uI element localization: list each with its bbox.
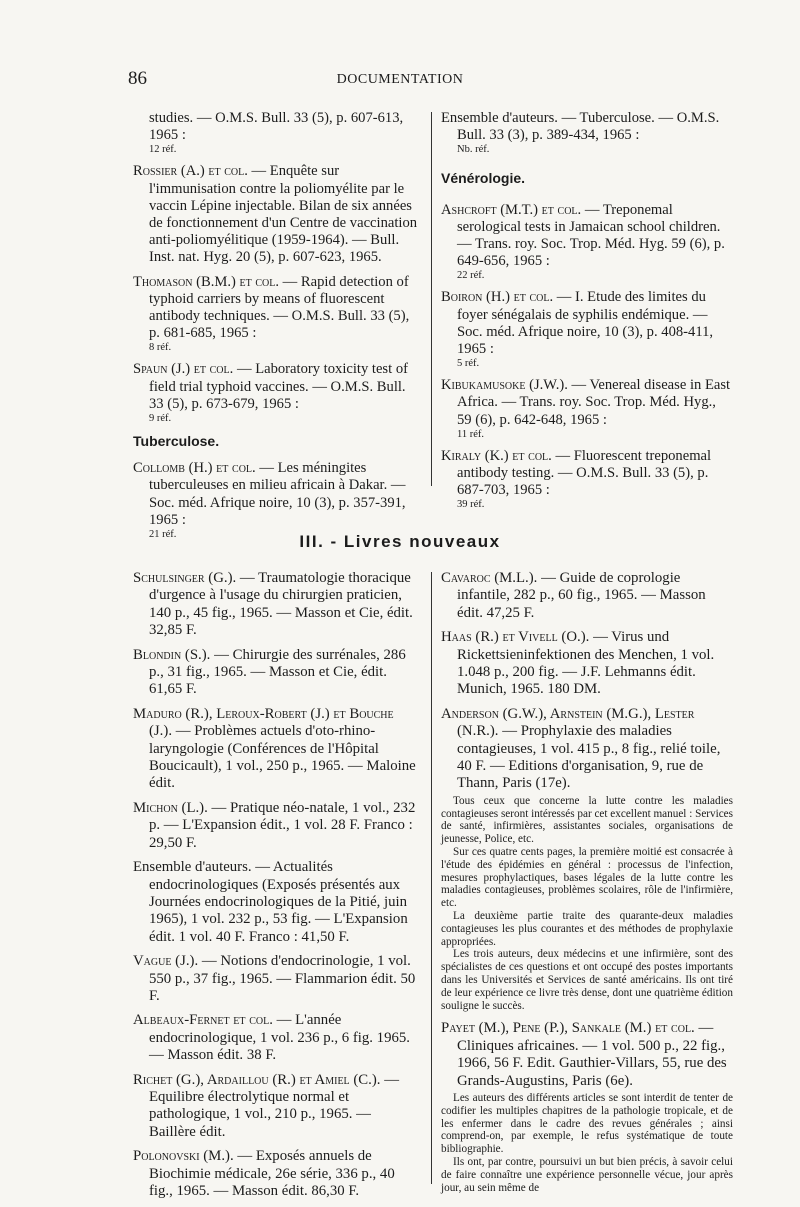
review-paragraph: Les trois auteurs, deux médecins et une infirmière, sont des spécialistes de ces questions et ont occupé des postes importants dans les Universités et Services de santé américains. Ils ont tiré de leur expérience ce livre très dense, dont une quatrième édition souligne le succès. (441, 948, 733, 1012)
review-paragraph: La deuxième partie traite des quarante-deux maladies contagieuses les plus courantes et des méthodes de prophylaxie appropriées. (441, 910, 733, 948)
entry-text: — Guide de coprologie infantile, 282 p., 60 fig., 1965. — Masson édit. 47,25 F. (457, 570, 706, 621)
book-entry (133, 953, 418, 1005)
entry-ref: 5 réf. (457, 358, 480, 370)
top-left-column (133, 110, 423, 548)
entry-text: — Treponemal serological tests in Jamaican school children. — Trans. roy. Soc. Trop. Méd. Hyg. 59 (6), p. 649-656, 1965 : (457, 201, 725, 270)
review-paragraph: Tous ceux que concerne la lutte contre les maladies contagieuses seront intéressés par cet excellent manuel : Services de santé, infirmières, assistantes sociales, organisations de jeunesse, Police, etc. (441, 794, 734, 846)
review-paragraph: Les auteurs des différents articles se sont interdit de tenter de codifier les multiples chapitres de la pathologie tropicale, et de les enfermer dans le cadre des revues générales ; ainsi comprend-on, par exemple, le refus systématique de toute bibliographie. (441, 1092, 733, 1156)
entry-text: — Problèmes actuels d'oto-rhino-laryngologie (Conférences de l'Hôpital Boucicault), 1 vol., 250 p., 1965. — Maloine édit. (149, 723, 416, 792)
entry-ref: 22 réf. (457, 270, 485, 282)
section-title-livres: III. - Livres nouveaux (299, 532, 501, 551)
entry-author: Payet (M.), Pene (P.), Sankale (M.) et col. (441, 1020, 695, 1037)
entry-text: — Venereal disease in East Africa. — Trans. roy. Soc. Trop. Méd. Hyg., 59 (6), p. 642-648, 1965 : (457, 377, 731, 428)
entry-author: Maduro (R.), Leroux-Robert (J.) et Bouche (J.). (133, 705, 394, 740)
bib-entry (441, 377, 731, 441)
entry-ref: 21 réf. (149, 529, 177, 541)
book-entry (133, 570, 418, 640)
entry-author: Cavaroc (M.L.). (441, 570, 538, 586)
entry-text: — Tuberculose. — O.M.S. Bull. 33 (3), p. 389-434, 1965 : (457, 110, 720, 144)
entry-text: — Actualités endocrinologiques (Exposés présentés aux Journées endocrinologiques de la Pitié, juin 1965), 1 vol. 232 p., 53 fig. — L'Expansion édit. 1 vol. 40 F. Franco : 41,50 F. (149, 859, 408, 945)
entry-text: — I. Etude des limites du foyer sénégalais de syphilis endémique. — Soc. méd. Afrique noire, 10 (3), p. 408-411, 1965 : (457, 289, 714, 358)
entry-text: — Fluorescent treponemal antibody testing. — O.M.S. Bull. 33 (5), p. 687-703, 1965 : (457, 447, 712, 499)
entry-text: studies. — O.M.S. Bull. 33 (5), p. 607-613, 1965 : (149, 110, 404, 144)
entry-ref: Nb. réf. (457, 144, 490, 156)
bottom-right-column (441, 570, 733, 1194)
bib-entry (441, 289, 731, 370)
book-entry (441, 570, 733, 622)
entry-text: — Pratique néo-natale, 1 vol., 232 p. — L'Expansion édit., 1 vol. 28 F. Franco : 29,50 F. (149, 799, 416, 851)
bib-entry (441, 202, 731, 283)
entry-author: Kibukamusoke (J.W.). (441, 377, 568, 394)
running-title: DOCUMENTATION (336, 72, 464, 87)
entry-author: Albeaux-Fernet et col. (133, 1012, 273, 1029)
book-entry (133, 647, 418, 699)
entry-author: Rossier (A.) et col. (133, 163, 248, 180)
entry-text: — Traumatologie thoracique d'urgence à l'usage du chirurgien praticien, 140 p., 45 fig., 1965. — Masson et Cie, édit. 32,85 F. (149, 570, 413, 639)
entry-ref: 8 réf. (149, 342, 172, 354)
review-paragraph: Ils ont, par contre, poursuivi un but bien précis, à savoir celui de faire connaître une expérience personnelle vécue, jour après jour, au sein même de (441, 1156, 733, 1194)
book-entry (133, 1072, 418, 1142)
entry-author: Schulsinger (G.). (133, 570, 237, 586)
entry-author: Boiron (H.) et col. (441, 289, 554, 306)
continued-entry (149, 110, 423, 156)
book-entry (133, 1012, 418, 1064)
entry-text: — Virus und Rickettsieninfektionen des Menchen, 1 vol. 1.048 p., 200 fig. — J.F. Lehmanns édit. Munich, 1965. 180 DM. (457, 629, 715, 698)
book-entry (441, 706, 733, 793)
book-entry (441, 629, 733, 699)
bib-entry (133, 361, 423, 425)
book-entry (133, 800, 418, 852)
section-heading: Vénérologie. (441, 170, 526, 187)
column-divider-bottom (431, 572, 432, 1184)
entry-author: Thomason (B.M.) et col. (133, 273, 280, 290)
entry-ref: 9 réf. (149, 413, 172, 425)
entry-text: — Chirurgie des surrénales, 286 p., 31 fig., 1965. — Masson et Cie, édit. 61,65 F. (149, 646, 406, 698)
entry-author: Anderson (G.W.), Arnstein (M.G.), Lester (N.R.). (441, 705, 695, 740)
bib-entry (133, 460, 423, 541)
entry-author: Polonovski (M.). (133, 1148, 234, 1165)
entry-author: Kiraly (K.) et col. (441, 447, 552, 464)
book-entry (441, 1020, 733, 1090)
entry-author: Michon (L.). (133, 799, 208, 816)
entry-author: Ashcroft (M.T.) et col. (441, 201, 582, 218)
entry-author: Collomb (H.) et col. (133, 460, 256, 477)
bib-entry (133, 274, 423, 355)
book-entry (133, 706, 418, 793)
entry-ref: 39 réf. (457, 499, 485, 511)
column-divider-top (431, 112, 432, 486)
bib-entry (441, 110, 731, 156)
entry-text: — Laboratory toxicity test of field trial typhoid vaccines. — O.M.S. Bull. 33 (5), p. 673-679, 1965 : (149, 361, 408, 412)
entry-author: Blondin (S.). (133, 646, 211, 663)
entry-author: Richet (G.), Ardaillou (R.) et Amiel (C.). (133, 1071, 381, 1088)
entry-author: Spaun (J.) et col. (133, 361, 234, 378)
entry-author: Ensemble d'auteurs. (133, 859, 252, 876)
top-right-column (441, 110, 731, 518)
entry-text: — Exposés annuels de Biochimie médicale, 26e série, 336 p., 40 fig., 1965. — Masson édit. 86,30 F. (149, 1148, 395, 1199)
entry-text: — Enquête sur l'immunisation contre la poliomyélite par le vaccin Lépine injectable. Bilan de six années de fonctionnement d'un Centre de vaccination anti-poliomyélitique (1959-1964). — Bull. Inst. nat. Hyg. 20 (5), p. 607-623, 1965. (149, 163, 418, 266)
entry-text: — Les méningites tuberculeuses en milieu africain à Dakar. — Soc. méd. Afrique noire, 10 (3), p. 357-391, 1965 : (149, 460, 406, 528)
entry-ref: 11 réf. (457, 428, 485, 440)
entry-text: — L'année endocrinologique, 1 vol. 236 p., 6 fig. 1965. — Masson édit. 38 F. (149, 1012, 410, 1064)
bib-entry (441, 448, 731, 512)
book-entry (133, 859, 418, 946)
page-number: 86 (128, 68, 147, 89)
bib-entry (133, 163, 423, 266)
entry-ref: 12 réf. (149, 144, 177, 156)
entry-author: Vague (J.). (133, 953, 199, 970)
section-heading: Tuberculose. (133, 433, 220, 450)
entry-text: — Equilibre électrolytique normal et pathologique, 1 vol., 210 p., 1965. — Baillère édit. (149, 1071, 399, 1140)
entry-text: — Notions d'endocrinologie, 1 vol. 550 p., 37 fig., 1965. — Flammarion édit. 50 F. (149, 953, 416, 1004)
entry-author: Ensemble d'auteurs. (441, 110, 558, 126)
entry-author: Haas (R.) et Vivell (O.). (441, 629, 590, 646)
entry-text: — Rapid detection of typhoid carriers by means of fluorescent antibody techniques. — O.M.S. Bull. 33 (5), p. 681-685, 1965 : (149, 273, 410, 342)
entry-text: — Cliniques africaines. — 1 vol. 500 p., 22 fig., 1966, 56 F. Edit. Gauthier-Villars, 55, rue des Grands-Augustins, Paris (6e). (457, 1020, 727, 1089)
entry-text: — Prophylaxie des maladies contagieuses, 1 vol. 415 p., 8 fig., relié toile, 40 F. — Editions d'organisation, 9, rue de Thann, Paris (17e). (457, 723, 721, 792)
bottom-left-column (133, 570, 418, 1207)
review-paragraph: Sur ces quatre cents pages, la première moitié est consacrée à l'étude des épidémies en général : processus de l'infection, mesures prophylactiques, bases légales de la lutte contre les maladies contagieuses, problèmes scolaires, rôle de l'infirmière, etc. (441, 846, 733, 910)
book-entry (133, 1148, 418, 1200)
